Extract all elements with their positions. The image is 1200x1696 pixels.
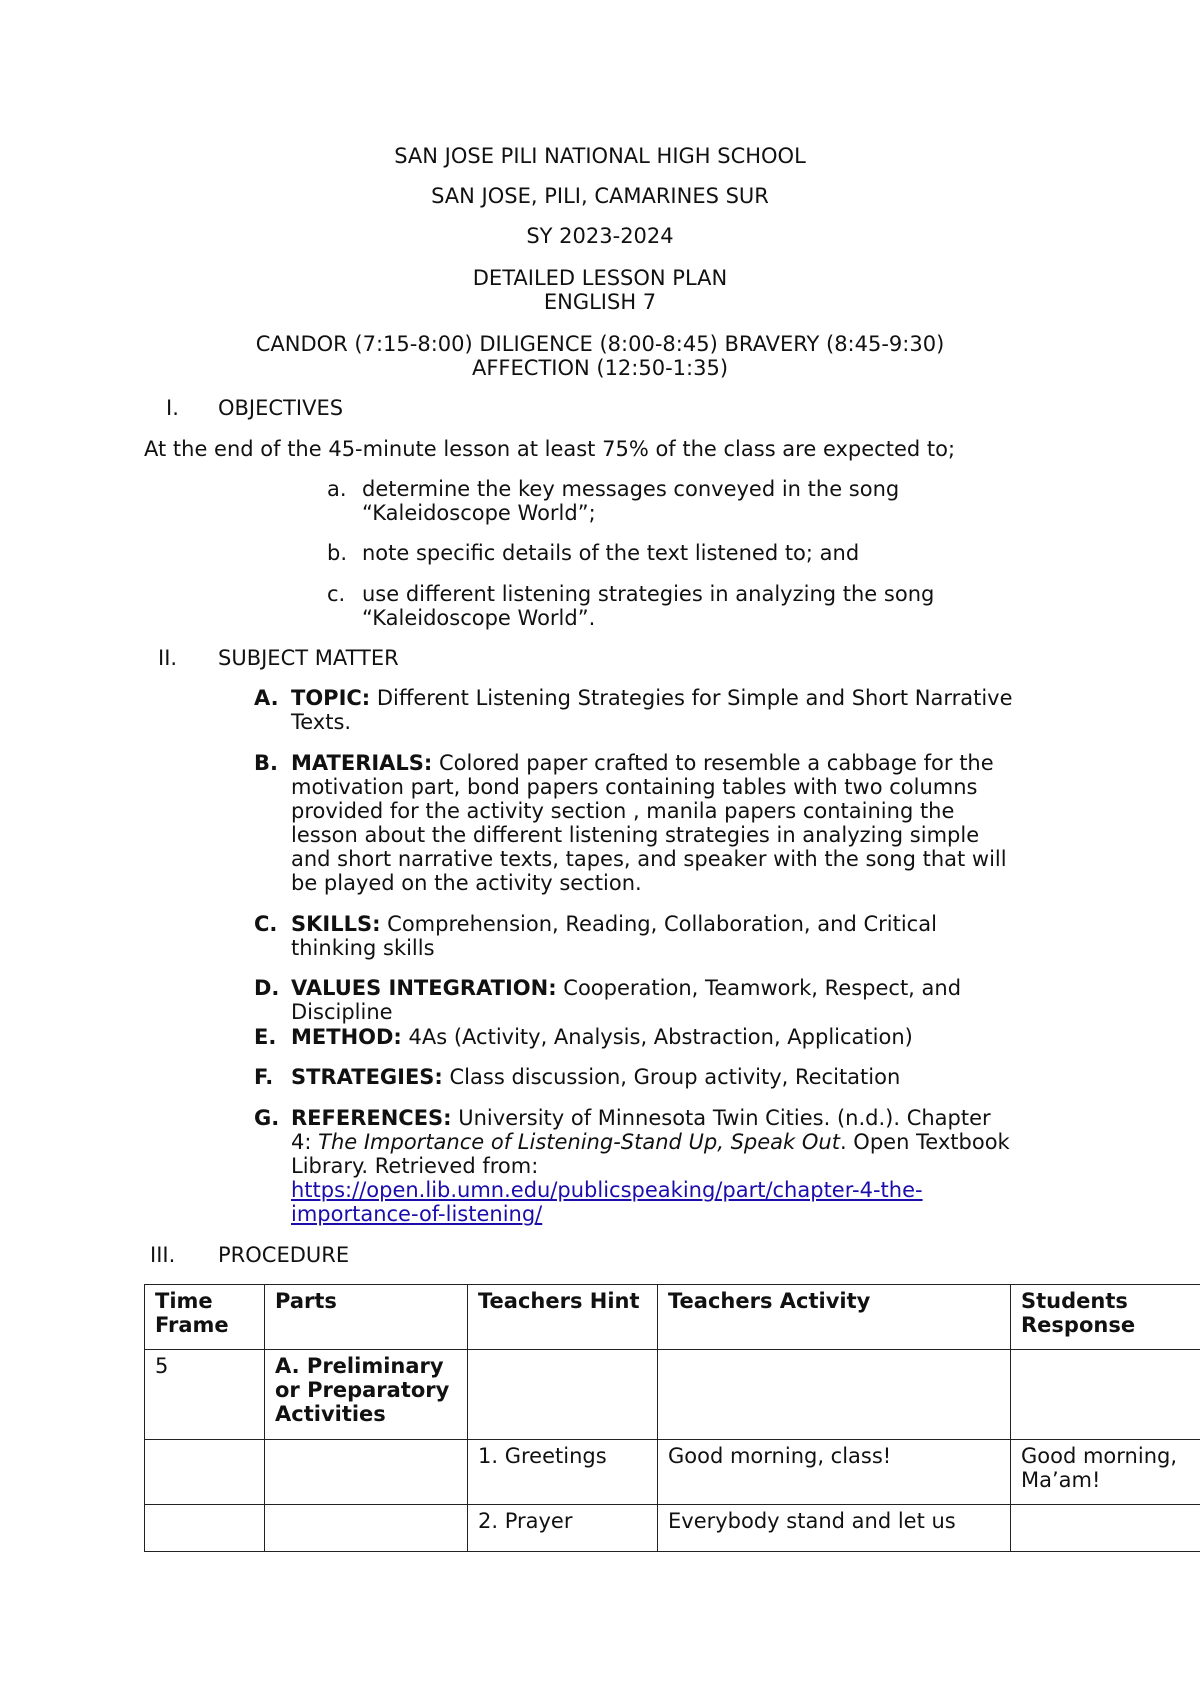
materials-text-cont: be played on the activity section. <box>291 871 642 895</box>
strategies-letter: F. <box>254 1065 274 1089</box>
values-letter: D. <box>254 976 280 1000</box>
column-header: Teachers Hint <box>468 1285 658 1350</box>
references-text: 4: <box>291 1130 319 1154</box>
objectives-intro: At the end of the 45-minute lesson at least 75% of the class are expected to; <box>144 437 956 461</box>
materials-text-cont: and short narrative texts, tapes, and speaker with the song that will <box>291 847 1007 871</box>
objective-letter: c. <box>327 582 346 606</box>
topic-text-cont: Texts. <box>291 710 352 734</box>
class-sections-line-2: AFFECTION (12:50-1:35) <box>471 356 729 380</box>
reference-url-link[interactable]: https://open.lib.umn.edu/publicspeaking/part/chapter-4-the- <box>291 1178 923 1202</box>
objective-text-cont: “Kaleidoscope World”; <box>362 501 596 525</box>
objective-text: determine the key messages conveyed in the song <box>362 477 900 501</box>
values-line <box>291 976 961 1000</box>
time-cell <box>145 1505 265 1552</box>
objective-text: note specific details of the text listened to; and <box>362 541 860 565</box>
skills-line <box>291 912 937 936</box>
references-line <box>291 1106 991 1130</box>
topic-text: Different Listening Strategies for Simple and Short Narrative <box>370 686 1013 710</box>
materials-label: MATERIALS: <box>291 751 433 775</box>
objectives-heading: OBJECTIVES <box>218 396 344 420</box>
procedure-table <box>144 1284 1200 1552</box>
school-address: SAN JOSE, PILI, CAMARINES SUR <box>431 184 769 208</box>
activity-cell: Everybody stand and let us <box>658 1505 1011 1552</box>
procedure-heading: PROCEDURE <box>218 1243 350 1267</box>
values-label: VALUES INTEGRATION: <box>291 976 557 1000</box>
class-sections-line-1: CANDOR (7:15-8:00) DILIGENCE (8:00-8:45) BRAVERY (8:45-9:30) <box>255 332 945 356</box>
objective-letter: b. <box>327 541 348 565</box>
references-label: REFERENCES: <box>291 1106 452 1130</box>
method-label: METHOD: <box>291 1025 402 1049</box>
subject-matter-heading: SUBJECT MATTER <box>218 646 399 670</box>
references-line-2 <box>291 1130 1010 1154</box>
parts-cell <box>265 1505 468 1552</box>
response-cell <box>1011 1505 1200 1552</box>
values-text: Cooperation, Teamwork, Respect, and <box>556 976 962 1000</box>
materials-text-cont: provided for the activity section , manila papers containing the <box>291 799 955 823</box>
table-row <box>145 1350 1200 1440</box>
values-text-cont: Discipline <box>291 1000 393 1024</box>
topic-label: TOPIC: <box>291 686 371 710</box>
table-row <box>145 1505 1200 1552</box>
materials-text-cont: lesson about the different listening strategies in analyzing simple <box>291 823 980 847</box>
skills-text: Comprehension, Reading, Collaboration, and Critical <box>380 912 937 936</box>
time-cell: 5 <box>145 1350 265 1440</box>
skills-label: SKILLS: <box>291 912 381 936</box>
objectives-number: I. <box>166 396 179 420</box>
table-header-row <box>145 1285 1200 1350</box>
column-header: Time Frame <box>145 1285 265 1350</box>
subject-matter-number: II. <box>158 646 178 670</box>
objective-text: use different listening strategies in analyzing the song <box>362 582 935 606</box>
reference-link-cont <box>291 1202 542 1226</box>
response-cell <box>1011 1350 1200 1440</box>
method-line <box>291 1025 913 1049</box>
strategies-line <box>291 1065 900 1089</box>
materials-text: Colored paper crafted to resemble a cabbage for the <box>432 751 994 775</box>
materials-line <box>291 751 994 775</box>
references-book-title: The Importance of Listening-Stand Up, Speak Out <box>318 1130 840 1154</box>
references-text: University of Minnesota Twin Cities. (n.d.). Chapter <box>451 1106 991 1130</box>
parts-cell <box>265 1440 468 1505</box>
reference-link <box>291 1178 923 1202</box>
response-cell: Good morning, Ma’am! <box>1011 1440 1200 1505</box>
time-cell <box>145 1440 265 1505</box>
strategies-text: Class discussion, Group activity, Recitation <box>442 1065 901 1089</box>
hint-cell: 2. Prayer <box>468 1505 658 1552</box>
skills-letter: C. <box>254 912 278 936</box>
document-title: DETAILED LESSON PLAN <box>472 266 728 290</box>
objective-letter: a. <box>327 477 347 501</box>
activity-cell <box>658 1350 1011 1440</box>
school-year: SY 2023-2024 <box>526 224 674 248</box>
school-name: SAN JOSE PILI NATIONAL HIGH SCHOOL <box>394 144 806 168</box>
materials-letter: B. <box>254 751 278 775</box>
reference-url-link-cont[interactable]: importance-of-listening/ <box>291 1202 543 1226</box>
table-row <box>145 1440 1200 1505</box>
strategies-label: STRATEGIES: <box>291 1065 443 1089</box>
references-letter: G. <box>254 1106 280 1130</box>
hint-cell <box>468 1350 658 1440</box>
hint-cell: 1. Greetings <box>468 1440 658 1505</box>
references-text-cont: Library. Retrieved from: <box>291 1154 539 1178</box>
method-text: 4As (Activity, Analysis, Abstraction, Application) <box>401 1025 913 1049</box>
references-text: . Open Textbook <box>839 1130 1010 1154</box>
skills-text-cont: thinking skills <box>291 936 435 960</box>
method-letter: E. <box>254 1025 277 1049</box>
objective-text-cont: “Kaleidoscope World”. <box>362 606 596 630</box>
materials-text-cont: motivation part, bond papers containing tables with two columns <box>291 775 978 799</box>
column-header: Teachers Activity <box>658 1285 1011 1350</box>
topic-letter: A. <box>254 686 279 710</box>
topic-line <box>291 686 1013 710</box>
parts-cell: A. Preliminary or Preparatory Activities <box>265 1350 468 1440</box>
subject-title: ENGLISH 7 <box>543 290 657 314</box>
procedure-number: III. <box>150 1243 176 1267</box>
column-header: Parts <box>265 1285 468 1350</box>
column-header: Students Response <box>1011 1285 1200 1350</box>
activity-cell: Good morning, class! <box>658 1440 1011 1505</box>
